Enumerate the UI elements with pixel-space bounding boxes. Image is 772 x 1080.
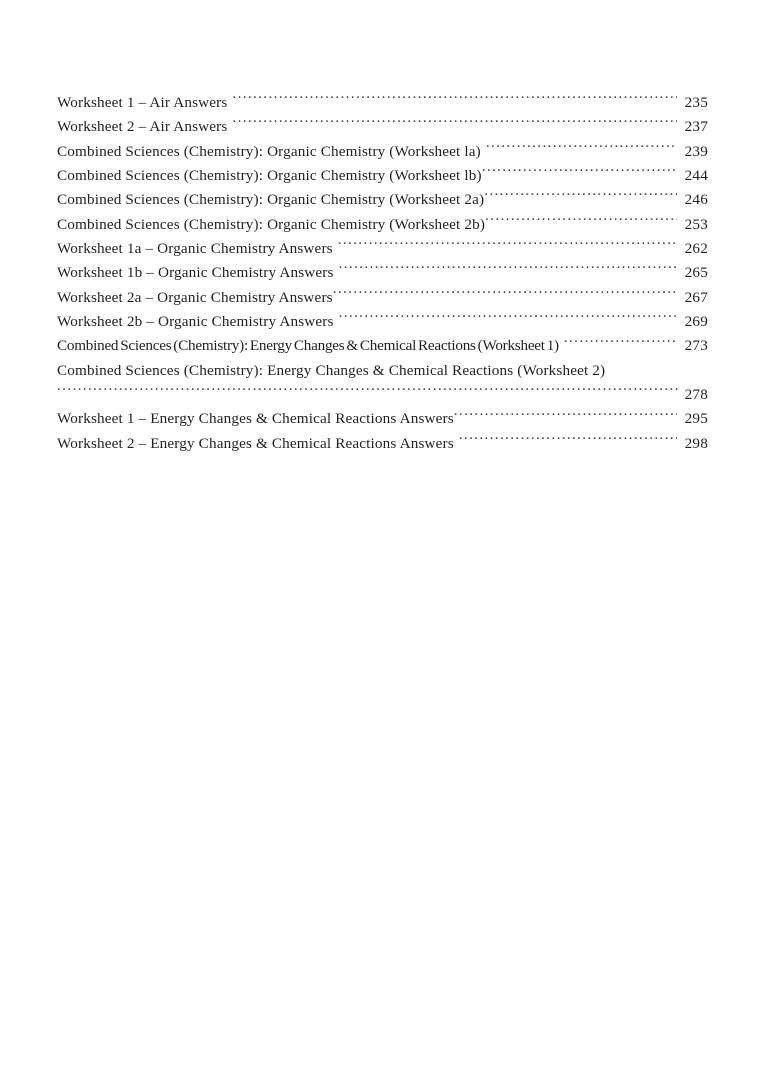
toc-entry-title: Combined Sciences (Chemistry): Organic Chemistry (Worksheet 2b) — [57, 215, 486, 233]
toc-entry-title: Worksheet 2a – Organic Chemistry Answers — [57, 288, 333, 306]
toc-page-number: 244 — [684, 167, 708, 185]
toc-page-number: 253 — [684, 215, 708, 233]
toc-page-number: 269 — [684, 313, 708, 331]
toc-entry[interactable] — [57, 286, 708, 310]
toc-dot-leader — [564, 335, 677, 350]
toc-dot-leader — [339, 262, 677, 277]
toc-entry-title: Worksheet 1a – Organic Chemistry Answers — [57, 240, 333, 258]
toc-dot-leader — [232, 92, 677, 107]
toc-entry-list — [57, 91, 708, 456]
toc-dot-leader — [454, 408, 677, 423]
toc-dot-leader — [485, 214, 677, 229]
toc-page-number: 235 — [684, 94, 708, 111]
toc-entry[interactable] — [57, 91, 708, 115]
toc-page-number: 262 — [684, 240, 708, 258]
toc-entry[interactable] — [57, 188, 708, 212]
toc-page-number: 267 — [684, 288, 708, 306]
toc-entry[interactable] — [57, 115, 708, 139]
toc-entry-title: Combined Sciences (Chemistry): Energy Changes & Chemical Reactions (Worksheet 1) — [57, 337, 559, 355]
toc-entry-title: Combined Sciences (Chemistry): Organic Chemistry (Worksheet la) — [57, 142, 481, 160]
toc-dot-leader — [232, 116, 677, 131]
toc-entry-title: Worksheet 2b – Organic Chemistry Answers — [57, 313, 334, 331]
toc-entry-title: Combined Sciences (Chemistry): Energy Changes & Chemical Reactions (Worksheet 2) — [57, 361, 606, 379]
toc-dot-leader — [486, 141, 677, 156]
toc-page-number: 278 — [684, 386, 708, 404]
toc-dot-leader — [459, 433, 677, 448]
toc-page-number: 265 — [684, 264, 708, 282]
toc-entry[interactable] — [57, 407, 708, 431]
toc-entry[interactable] — [57, 164, 708, 188]
toc-entry[interactable] — [57, 213, 708, 237]
toc-dot-leader — [339, 311, 677, 326]
toc-entry[interactable] — [57, 140, 708, 164]
toc-dot-leader — [484, 189, 677, 204]
toc-entry-title: Worksheet 1 – Air Answers — [57, 94, 228, 111]
toc-entry-title: Worksheet 1b – Organic Chemistry Answers — [57, 264, 334, 282]
toc-page-number: 237 — [684, 118, 708, 136]
toc-entry[interactable] — [57, 359, 708, 408]
toc-page-number: 273 — [684, 337, 708, 355]
toc-entry[interactable] — [57, 261, 708, 285]
toc-dot-leader — [338, 238, 677, 253]
toc-page-number: 246 — [684, 191, 708, 209]
toc-page-number: 295 — [684, 410, 708, 428]
toc-entry[interactable] — [57, 237, 708, 261]
toc-dot-leader — [482, 165, 677, 180]
toc-entry[interactable] — [57, 310, 708, 334]
toc-page-number: 298 — [684, 434, 708, 452]
toc-dot-leader — [57, 384, 680, 399]
toc-entry[interactable] — [57, 432, 708, 456]
toc-entry[interactable] — [57, 334, 708, 358]
toc-entry-title: Worksheet 2 – Energy Changes & Chemical Reactions Answers — [57, 434, 454, 452]
toc-entry-title: Worksheet 1 – Energy Changes & Chemical Reactions Answers — [57, 410, 454, 428]
toc-dot-leader — [333, 287, 677, 302]
toc-page-number: 239 — [684, 142, 708, 160]
toc-entry-title: Combined Sciences (Chemistry): Organic Chemistry (Worksheet 2a) — [57, 191, 485, 209]
toc-entry-title: Worksheet 2 – Air Answers — [57, 118, 228, 136]
toc-entry-title: Combined Sciences (Chemistry): Organic Chemistry (Worksheet lb) — [57, 167, 482, 185]
